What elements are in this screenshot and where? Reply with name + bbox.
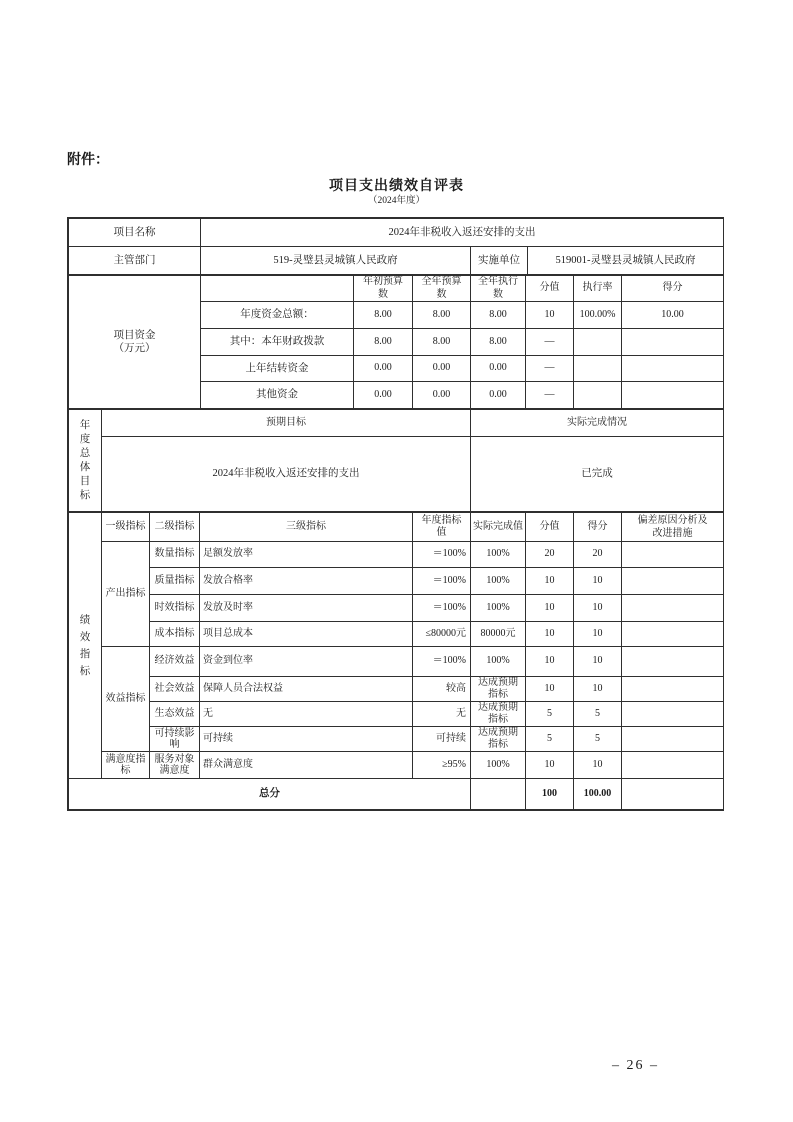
funding-row-annual: 0.00 xyxy=(413,356,471,382)
indicator-points: 10 xyxy=(574,677,622,702)
indicator-score: 20 xyxy=(526,542,574,568)
indicator-actual: 100% xyxy=(471,647,526,677)
table-row xyxy=(69,276,724,302)
indicator-score: 10 xyxy=(526,677,574,702)
indicator-actual: 100% xyxy=(471,595,526,622)
indicator-level2: 可持续影响 xyxy=(150,727,200,752)
indicator-level3: 发放合格率 xyxy=(200,568,413,595)
project-info-section xyxy=(68,218,724,275)
goals-actual-value: 已完成 xyxy=(471,437,724,512)
indicator-level3: 发放及时率 xyxy=(200,595,413,622)
table-row xyxy=(69,622,724,647)
indicator-points: 10 xyxy=(574,752,622,779)
funding-header-executed: 全年执行数 xyxy=(471,276,526,302)
indicator-deviation xyxy=(622,727,724,752)
funding-section-label xyxy=(69,276,201,409)
total-label: 总分 xyxy=(69,779,471,810)
funding-header-rate: 执行率 xyxy=(574,276,622,302)
indicator-target: ＝100% xyxy=(413,647,471,677)
indicator-level3: 保障人员合法权益 xyxy=(200,677,413,702)
table-row xyxy=(69,247,724,275)
header-level2: 二级指标 xyxy=(150,513,200,542)
indicator-score: 5 xyxy=(526,702,574,727)
indicator-points: 10 xyxy=(574,647,622,677)
indicator-deviation xyxy=(622,568,724,595)
funding-header-points: 得分 xyxy=(622,276,724,302)
indicator-level2: 生态效益 xyxy=(150,702,200,727)
indicator-score: 10 xyxy=(526,647,574,677)
table-row xyxy=(69,702,724,727)
indicator-level3: 无 xyxy=(200,702,413,727)
unit-label: 实施单位 xyxy=(471,247,528,275)
table-row xyxy=(69,752,724,779)
group-output-label: 产出指标 xyxy=(102,542,150,647)
indicator-level2: 服务对象满意度 xyxy=(150,752,200,779)
indicator-deviation xyxy=(622,542,724,568)
indicator-level2: 时效指标 xyxy=(150,595,200,622)
page-number: – 26 – xyxy=(612,1058,659,1073)
funding-row-executed: 8.00 xyxy=(471,329,526,356)
indicator-deviation xyxy=(622,677,724,702)
funding-row-name: 年度资金总额： xyxy=(201,302,354,329)
funding-row-executed: 0.00 xyxy=(471,356,526,382)
indicator-actual: 100% xyxy=(471,568,526,595)
funding-label-line1: 项目资金 xyxy=(113,329,156,341)
indicator-actual: 100% xyxy=(471,752,526,779)
funding-row-score: — xyxy=(526,382,574,409)
indicator-score: 5 xyxy=(526,727,574,752)
table-row xyxy=(69,568,724,595)
page-title: 项目支出绩效自评表 xyxy=(329,179,464,194)
indicator-level3: 可持续 xyxy=(200,727,413,752)
goals-section xyxy=(68,409,724,512)
indicator-score: 10 xyxy=(526,568,574,595)
project-name-value: 2024年非税收入返还安排的支出 xyxy=(201,219,724,247)
funding-row-points xyxy=(622,382,724,409)
attachment-label: 附件： xyxy=(67,153,109,168)
indicator-actual: 达成预期指标 xyxy=(471,677,526,702)
funding-row-name: 其中：本年财政拨款 xyxy=(201,329,354,356)
indicator-score: 10 xyxy=(526,752,574,779)
funding-label-line2: （万元） xyxy=(113,343,156,354)
funding-section xyxy=(68,275,724,409)
goals-actual-header: 实际完成情况 xyxy=(471,410,724,437)
funding-row-rate xyxy=(574,382,622,409)
funding-row-rate: 100.00% xyxy=(574,302,622,329)
header-target: 年度指标值 xyxy=(413,513,471,542)
funding-row-executed: 0.00 xyxy=(471,382,526,409)
indicator-score: 10 xyxy=(526,595,574,622)
indicator-actual: 80000元 xyxy=(471,622,526,647)
indicator-actual: 100% xyxy=(471,542,526,568)
indicator-target: 较高 xyxy=(413,677,471,702)
indicator-score: 10 xyxy=(526,622,574,647)
indicator-deviation xyxy=(622,595,724,622)
funding-row-rate xyxy=(574,356,622,382)
indicator-target: ≤80000元 xyxy=(413,622,471,647)
indicator-actual: 达成预期指标 xyxy=(471,727,526,752)
table-row xyxy=(69,542,724,568)
indicator-points: 5 xyxy=(574,702,622,727)
indicators-section-label xyxy=(69,513,102,779)
funding-row-annual: 8.00 xyxy=(413,302,471,329)
indicator-target: ≥95% xyxy=(413,752,471,779)
table-row xyxy=(69,647,724,677)
indicator-points: 10 xyxy=(574,622,622,647)
indicator-target: ＝100% xyxy=(413,568,471,595)
indicator-level2: 质量指标 xyxy=(150,568,200,595)
funding-row-score: 10 xyxy=(526,302,574,329)
header-deviation: 偏差原因分析及改进措施 xyxy=(622,513,724,542)
indicator-level3: 足额发放率 xyxy=(200,542,413,568)
funding-header-score: 分值 xyxy=(526,276,574,302)
funding-row-annual: 0.00 xyxy=(413,382,471,409)
indicator-level3: 群众满意度 xyxy=(200,752,413,779)
funding-row-points: 10.00 xyxy=(622,302,724,329)
group-satisfaction-label: 满意度指标 xyxy=(102,752,150,779)
indicator-level2: 成本指标 xyxy=(150,622,200,647)
funding-row-score: — xyxy=(526,329,574,356)
goals-section-label xyxy=(69,410,102,512)
indicator-points: 5 xyxy=(574,727,622,752)
funding-header-initial-budget: 年初预算数 xyxy=(354,276,413,302)
total-points: 100.00 xyxy=(574,779,622,810)
indicator-points: 20 xyxy=(574,542,622,568)
indicator-target: ＝100% xyxy=(413,595,471,622)
total-empty-cell xyxy=(471,779,526,810)
funding-row-name: 上年结转资金 xyxy=(201,356,354,382)
indicator-actual: 达成预期指标 xyxy=(471,702,526,727)
funding-row-name: 其他资金 xyxy=(201,382,354,409)
total-deviation-cell xyxy=(622,779,724,810)
indicators-section-label-text: 绩效指标 xyxy=(79,614,91,677)
table-row xyxy=(69,437,724,512)
indicator-level2: 数量指标 xyxy=(150,542,200,568)
indicator-target: ＝100% xyxy=(413,542,471,568)
funding-row-rate xyxy=(574,329,622,356)
table-row xyxy=(69,410,724,437)
indicator-level3: 项目总成本 xyxy=(200,622,413,647)
group-benefit-label: 效益指标 xyxy=(102,647,150,752)
funding-row-initial: 8.00 xyxy=(354,302,413,329)
indicator-points: 10 xyxy=(574,595,622,622)
indicator-level3: 资金到位率 xyxy=(200,647,413,677)
funding-row-initial: 0.00 xyxy=(354,382,413,409)
department-label: 主管部门 xyxy=(69,247,201,275)
header-level1: 一级指标 xyxy=(102,513,150,542)
indicator-deviation xyxy=(622,647,724,677)
funding-row-score: — xyxy=(526,356,574,382)
table-row xyxy=(69,595,724,622)
funding-empty-header-cell xyxy=(201,276,354,302)
funding-row-points xyxy=(622,356,724,382)
header-points: 得分 xyxy=(574,513,622,542)
table-row xyxy=(69,677,724,702)
table-row xyxy=(69,779,724,810)
goals-section-label-text: 年度总体目标 xyxy=(79,419,91,501)
header-level3: 三级指标 xyxy=(200,513,413,542)
funding-row-annual: 8.00 xyxy=(413,329,471,356)
indicator-level2: 经济效益 xyxy=(150,647,200,677)
indicator-deviation xyxy=(622,622,724,647)
indicators-section xyxy=(68,512,724,810)
indicator-points: 10 xyxy=(574,568,622,595)
header-actual: 实际完成值 xyxy=(471,513,526,542)
table-row xyxy=(69,727,724,752)
indicator-deviation xyxy=(622,752,724,779)
funding-row-points xyxy=(622,329,724,356)
header-score: 分值 xyxy=(526,513,574,542)
indicator-deviation xyxy=(622,702,724,727)
goals-expected-value: 2024年非税收入返还安排的支出 xyxy=(102,437,471,512)
table-row xyxy=(69,513,724,542)
self-evaluation-table xyxy=(67,217,724,811)
unit-value: 519001-灵璧县灵城镇人民政府 xyxy=(528,247,724,275)
funding-row-executed: 8.00 xyxy=(471,302,526,329)
page-subtitle: （2024年度） xyxy=(367,196,425,206)
department-value: 519-灵璧县灵城镇人民政府 xyxy=(201,247,471,275)
funding-row-initial: 0.00 xyxy=(354,356,413,382)
funding-header-annual-budget: 全年预算数 xyxy=(413,276,471,302)
goals-expected-header: 预期目标 xyxy=(102,410,471,437)
table-row xyxy=(69,219,724,247)
funding-row-initial: 8.00 xyxy=(354,329,413,356)
indicator-target: 无 xyxy=(413,702,471,727)
indicator-target: 可持续 xyxy=(413,727,471,752)
total-score: 100 xyxy=(526,779,574,810)
project-name-label: 项目名称 xyxy=(69,219,201,247)
indicator-level2: 社会效益 xyxy=(150,677,200,702)
